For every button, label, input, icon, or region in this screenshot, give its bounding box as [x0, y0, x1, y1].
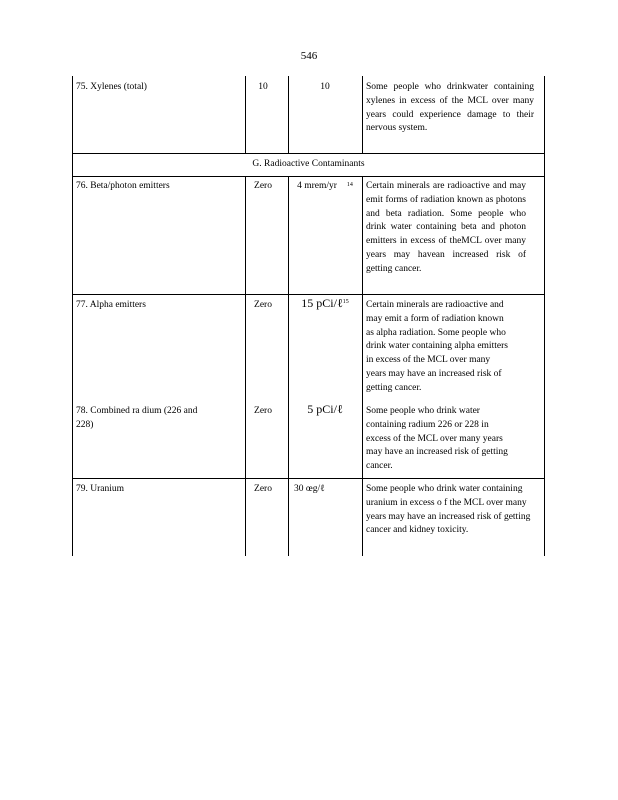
col-divider — [362, 177, 363, 556]
row-79-mcl: 30 œg/ℓ — [294, 484, 325, 494]
row-76-mclg: Zero — [254, 181, 272, 191]
row-79-description: Some people who drink water containing uranium in excess o f the MCL over many years may have an increased risk of getting cancer and kidney toxicity. — [366, 484, 531, 536]
row-76-mcl-value: 4 mrem/yr — [297, 181, 337, 191]
row-78-description: Some people who drink water containing radium 226 or 228 in excess of the MCL over many years may have an increased risk of getting cancer. — [366, 406, 508, 472]
row-78-mcl: 5 pCi/ℓ — [307, 402, 343, 416]
row-divider — [72, 294, 545, 295]
row-78-mclg: Zero — [254, 406, 272, 416]
row-79-name: 79. Uranium — [76, 484, 125, 494]
row-divider — [72, 176, 545, 177]
row-75-name: 75. Xylenes (total) — [76, 82, 147, 92]
row-77-description: Certain minerals are radioactive and may emit a form of radiation known as alpha radiation. Some people who drink water containing alpha emitters in excess of the MCL over many years may have an increased risk of getting cancer. — [366, 300, 508, 393]
section-title: G. Radioactive Contaminants — [252, 159, 365, 169]
row-76-description: Certain minerals are radioactive and may emit forms of radiation known as photons and beta radiation. Some people who drink water containing beta and photon emitters in excess of theMCL over many years may havean increased risk of getting cancer. — [366, 181, 526, 274]
col-divider — [288, 177, 289, 556]
row-77-mclg: Zero — [254, 300, 272, 310]
row-75-mcl: 10 — [320, 82, 330, 92]
row-79-mclg: Zero — [254, 484, 272, 494]
row-75-description: Some people who drinkwater containing xylenes in excess of the MCL over many years could experience damage to their nervous system. — [366, 82, 534, 134]
row-75-mclg: 10 — [258, 82, 268, 92]
row-76-mcl — [288, 180, 362, 194]
row-77-mcl-value: 15 pCi/ℓ — [301, 296, 343, 310]
row-77-mcl — [288, 297, 362, 311]
row-78-name: 78. Combined ra dium (226 and 228) — [76, 406, 198, 430]
row-77-footnote: 15 — [342, 299, 349, 305]
col-divider — [362, 76, 363, 154]
row-divider — [72, 478, 545, 479]
row-76-name: 76. Beta/photon emitters — [76, 181, 170, 191]
page-number: 546 — [300, 50, 318, 62]
row-76-footnote: 14 — [346, 182, 353, 188]
row-divider — [72, 153, 545, 154]
col-divider — [245, 177, 246, 556]
table-border-right — [544, 76, 545, 556]
table-border-left — [72, 76, 73, 556]
row-77-name: 77. Alpha emitters — [76, 300, 146, 310]
contaminants-table — [72, 76, 545, 556]
